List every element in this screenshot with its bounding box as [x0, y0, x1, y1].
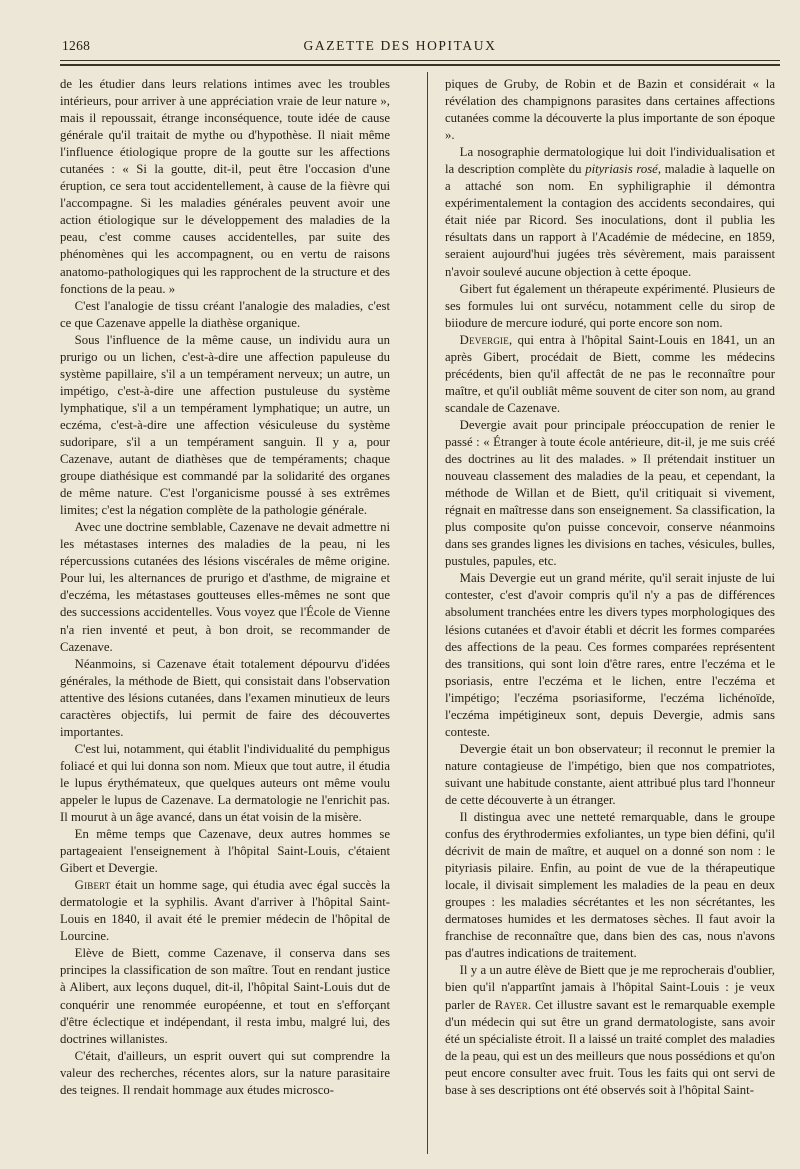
paragraph: Néanmoins, si Cazenave était totalement dépourvu d'idées générales, la méthode de Biett, qui consistait dans l'observation attentive des lésions cutanées, dans l'examen minutieux de leurs caractères objectifs, lui permit de faire des découvertes importantes.	[60, 656, 390, 739]
italic-term: pityriasis rosé	[585, 162, 658, 177]
paragraph: Elève de Biett, comme Cazenave, il conserva dans ses principes la classification de son maître. Tout en rendant justice à Alibert, aux leçons duquel, dit-il, l'hôpital Saint-Louis dut de conquérir une renommée européenne, et tout en s'efforçant d'être éclectique et indépendant, il resta imbu, malgré lui, des doctrines willanistes.	[60, 946, 390, 1046]
paragraph: La nosographie dermatologique lui doit l'individualisation et la description complète du pityriasis rosé, maladie à laquelle on a attaché son nom. En syphiligraphie il démontra expérimentalement la contagion des accidents secondaires, qui était niée par Ricord. Ses inoculations, dont il publia les résultats dans un rapport à l'Académie de médecine, en 1859, seraient aujourd'hui jugées très sévèrement, mais paraissent n'avoir soulevé aucune objection à cette époque.	[445, 145, 775, 279]
paragraph: Devergie avait pour principale préoccupation de renier le passé : « Étranger à toute école antérieure, dit-il, je me suis créé des doctrines au lit des malades. » Il prétendait instituer un nouveau classement des maladies de la peau, et cependant, la méthode de Willan et de Biett, qu'il critiquait si vivement, régnait en maîtresse dans son enseignement. Sa classification, la plus composite qu'on puisse concevoir, conserve néanmoins dans ses grandes lignes les divisions en taches, vésicules, bulles, pustules, papules, etc.	[445, 417, 775, 569]
paragraph: C'est l'analogie de tissu créant l'analogie des maladies, c'est ce que Cazenave appelle la diathèse organique.	[60, 298, 390, 330]
paragraph: Gibert fut également un thérapeute expérimenté. Plusieurs de ses formules lui ont survécu, notamment celle du sirop de biiodure de mercure ioduré, qui porte encore son nom.	[445, 281, 775, 330]
paragraph: Avec une doctrine semblable, Cazenave ne devait admettre ni les métastases internes des maladies de la peau, ni les répercussions cutanées des lésions viscérales de même origine. Pour lui, les alternances de prurigo et d'asthme, de migraine et d'eczéma, les métastases goutteuses elles-mêmes ne sont que des successions accidentelles. Vous voyez que l'École de Vienne n'a rien inventé et peut, à bon droit, se recommander de Cazenave.	[60, 520, 390, 654]
paragraph: C'était, d'ailleurs, un esprit ouvert qui sut comprendre la valeur des recherches, récentes alors, sur la nature parasitaire des teignes. Il rendait hommage aux études microsco-	[60, 1048, 390, 1097]
name-small-caps: Devergie	[459, 332, 509, 347]
name-small-caps: Rayer	[494, 997, 528, 1012]
paragraph: Mais Devergie eut un grand mérite, qu'il serait injuste de lui contester, c'est d'avoir compris qu'il n'y a pas de différences absolument tranchées entre les divers types morphologiques des lésions cutanées et d'avoir établi et décrit les formes comparées des affections de la peau. Ces formes comparées représentent des transitions, qui sont loin d'être rares, entre l'eczéma et le psoriasis, entre l'eczéma et le lichen, entre l'eczéma et l'impétigo; l'eczéma psoriasiforme, l'eczéma lichénoïde, l'eczéma impétigineux sont, depuis Devergie, admis sans conteste.	[445, 571, 775, 739]
running-title: GAZETTE DES HOPITAUX	[303, 38, 497, 53]
paragraph: piques de Gruby, de Robin et de Bazin et considérait « la révélation des champignons parasites dans certaines affections cutanées comme la découverte la plus importante de son époque ».	[445, 77, 775, 143]
paragraph: C'est lui, notamment, qui établit l'individualité du pemphigus foliacé et qui lui donna son nom. Mieux que tout autre, il étudia le lupus érythémateux, que quelques auteurs ont même voulu appeler le lupus de Cazenave. La dermatologie ne l'enrichit pas. Il mourut à un âge avancé, dans un état voisin de la misère.	[60, 741, 390, 825]
page-number: 1268	[62, 38, 91, 53]
name-small-caps: Gibert	[74, 878, 111, 893]
left-column	[60, 76, 390, 1146]
paragraph: Sous l'influence de la même cause, un individu aura un prurigo ou un lichen, c'est-à-dire une affection papuleuse du système papillaire, s'il a un tempérament nerveux; un autre, un impétigo, c'est-à-dire une affection pustuleuse du système lymphatique, s'il a un tempérament lymphatique; un autre, un eczéma, c'est-à-dire une affection vésiculeuse du système sudoripare, s'il a un tempérament sanguin. Il y a, pour Cazenave, autant de diathèses que de tempéraments; chaque groupe diathésique est commandé par la solidarité des organes de même nature. C'est l'organicisme poussé à ses extrêmes limites; c'est la négation complète de la pathologie générale.	[60, 332, 390, 518]
paragraph: de les étudier dans leurs relations intimes avec les troubles intérieurs, pour arriver à une appréciation vraie de leur nature », mais il repoussait, étrange inconséquence, toute idée de cause générale qu'il traitait de mythe ou d'hypothèse. Il niait même l'influence étiologique propre de la goutte sur les affections cutanées : « Si la goutte, dit-il, peut être l'occasion d'une éruption, ce sera tout accidentellement, à cause de la fièvre qui l'accompagne. Si les maladies générales peuvent avoir une action étiologique sur le développement des maladies de la peau, c'est comme causes accidentelles, par suite des phénomènes qui les accompagnent, ou en vertu de raisons anatomo-pathologiques qui les rapprochent de la structure et des fonctions de la peau. »	[60, 77, 390, 296]
paragraph: En même temps que Cazenave, deux autres hommes se partageaient l'enseignement à l'hôpital Saint-Louis, c'étaient Gibert et Devergie.	[60, 827, 390, 876]
paragraph: Devergie, qui entra à l'hôpital Saint-Louis en 1841, un an après Gibert, procédait de Biett, comme les médecins précédents, bien qu'il affectât de ne pas le reconnaître pour maître, et qu'il oubliât même souvent de citer son nom, au grand scandale de Cazenave.	[445, 332, 775, 415]
paragraph: Il y a un autre élève de Biett que je me reprocherais d'oublier, bien qu'il n'appartînt jamais à l'hôpital Saint-Louis : je veux parler de Rayer. Cet illustre savant est le remarquable exemple d'un médecin qui sut être un grand dermatologiste, sans avoir été un spécialiste étroit. Il a laissé un traité complet des maladies de la peau, qui est un des meilleurs que nous possédions et qu'on peut encore consulter avec fruit. Tous les faits qui ont servi de base à ses descriptions ont été observés soit à l'hôpital Saint-	[445, 963, 775, 1097]
column-divider	[427, 72, 428, 1154]
right-column	[445, 76, 775, 1146]
paragraph: Il distingua avec une netteté remarquable, dans le groupe confus des érythrodermies exfoliantes, un type bien défini, qu'il décrivit de main de maître, et auquel on a donné son nom : le pityriasis pilaire. Enfin, au point de vue de la thérapeutique locale, il divisait simplement les maladies de la peau en deux groupes : les maladies sécrétantes et les non sécrétantes, les dermatoses humides et les dermatoses sèches. Il faut avoir la franchise de reconnaître que, dans bien des cas, nous n'avons pas d'autres indications de traitement.	[445, 810, 775, 961]
paragraph: Devergie était un bon observateur; il reconnut le premier la nature contagieuse de l'impétigo, bien que nos compatriotes, suivant une habitude constante, aient attribué plus tard l'honneur de cette découverte à un étranger.	[445, 741, 775, 807]
header-rule-thick	[60, 64, 780, 66]
header-rule-thin	[60, 60, 780, 61]
paragraph: Gibert était un homme sage, qui étudia avec égal succès la dermatologie et la syphilis. Avant d'arriver à l'hôpital Saint-Louis en 1840, il avait été le premier médecin de l'hôpital de Lourcine.	[60, 878, 390, 944]
